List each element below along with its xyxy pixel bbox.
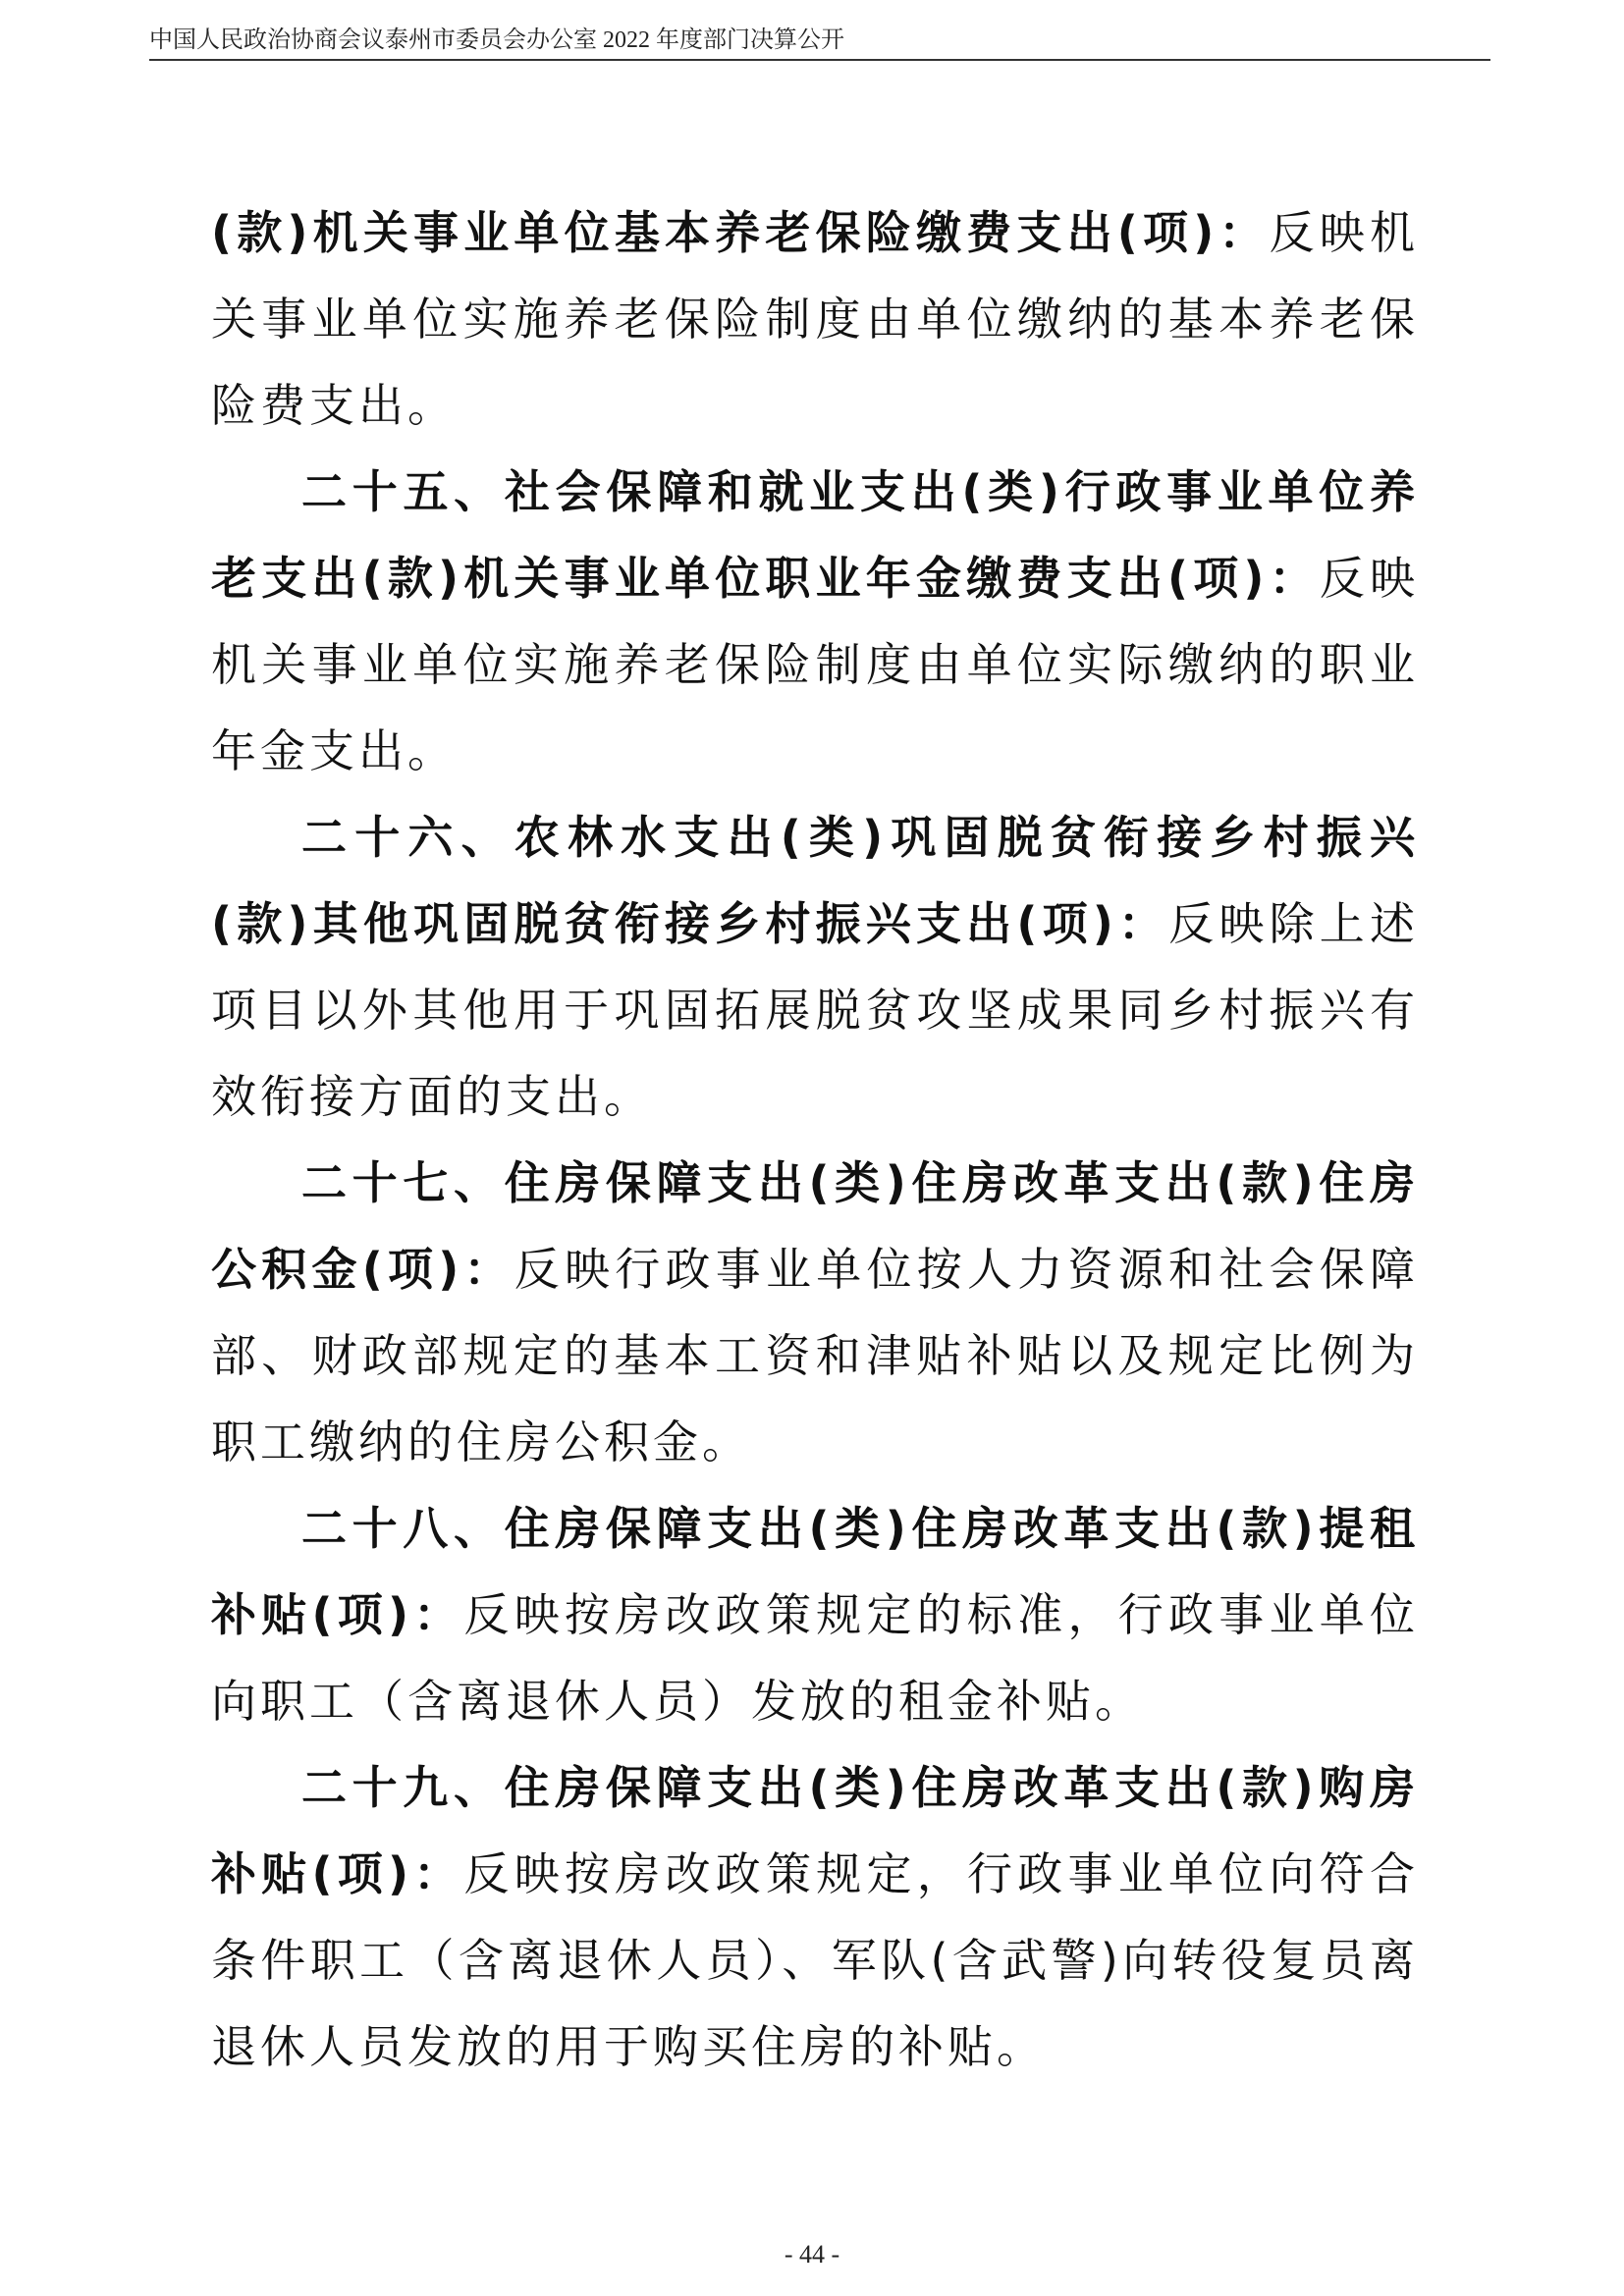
paragraph-text: 反映按房改政策规定，行政事业单位向符合条件职工（含离退休人员）、军队(含武警)向转役复员离退休人员发放的用于购买住房的补贴。 xyxy=(211,1847,1420,2073)
paragraph-26 xyxy=(211,794,1419,1140)
paragraph-heading: 二十六、农林水支出(类)巩固脱贫衔接乡村振兴(款)其他巩固脱贫衔接乡村振兴支出(项)： xyxy=(211,811,1419,950)
paragraph-text: 反映机关事业单位实施养老保险制度由单位缴纳的基本养老保险费支出。 xyxy=(211,206,1420,432)
document-body xyxy=(211,189,1419,2090)
paragraph-text: 反映按房改政策规定的标准，行政事业单位向职工（含离退休人员）发放的租金补贴。 xyxy=(211,1588,1420,1728)
paragraph-heading: 二十五、社会保障和就业支出(类)行政事业单位养老支出(款)机关事业单位职业年金缴费支出(项)： xyxy=(211,465,1419,605)
paragraph-heading: (款)机关事业单位基本养老保险缴费支出(项)： xyxy=(211,206,1270,259)
paragraph-29 xyxy=(211,1744,1419,2090)
paragraph-heading: 二十八、住房保障支出(类)住房改革支出(款)提租补贴(项)： xyxy=(211,1502,1419,1641)
paragraph-27 xyxy=(211,1140,1419,1485)
paragraph-heading: 二十七、住房保障支出(类)住房改革支出(款)住房公积金(项)： xyxy=(211,1156,1419,1296)
paragraph-text: 反映除上述项目以外其他用于巩固拓展脱贫攻坚成果同乡村振兴有效衔接方面的支出。 xyxy=(211,897,1420,1123)
paragraph-25 xyxy=(211,449,1419,794)
header-rule xyxy=(149,59,1490,61)
page-number: - 44 - xyxy=(784,2240,840,2269)
paragraph-text: 反映机关事业单位实施养老保险制度由单位实际缴纳的职业年金支出。 xyxy=(211,552,1420,777)
paragraph-text: 反映行政事业单位按人力资源和社会保障部、财政部规定的基本工资和津贴补贴以及规定比例为职工缴纳的住房公积金。 xyxy=(211,1243,1420,1468)
running-header: 中国人民政治协商会议泰州市委员会办公室 2022 年度部门决算公开 xyxy=(149,27,844,53)
paragraph-heading: 二十九、住房保障支出(类)住房改革支出(款)购房补贴(项)： xyxy=(211,1761,1419,1900)
paragraph-28 xyxy=(211,1485,1419,1744)
paragraph-pension-insurance xyxy=(211,189,1419,449)
